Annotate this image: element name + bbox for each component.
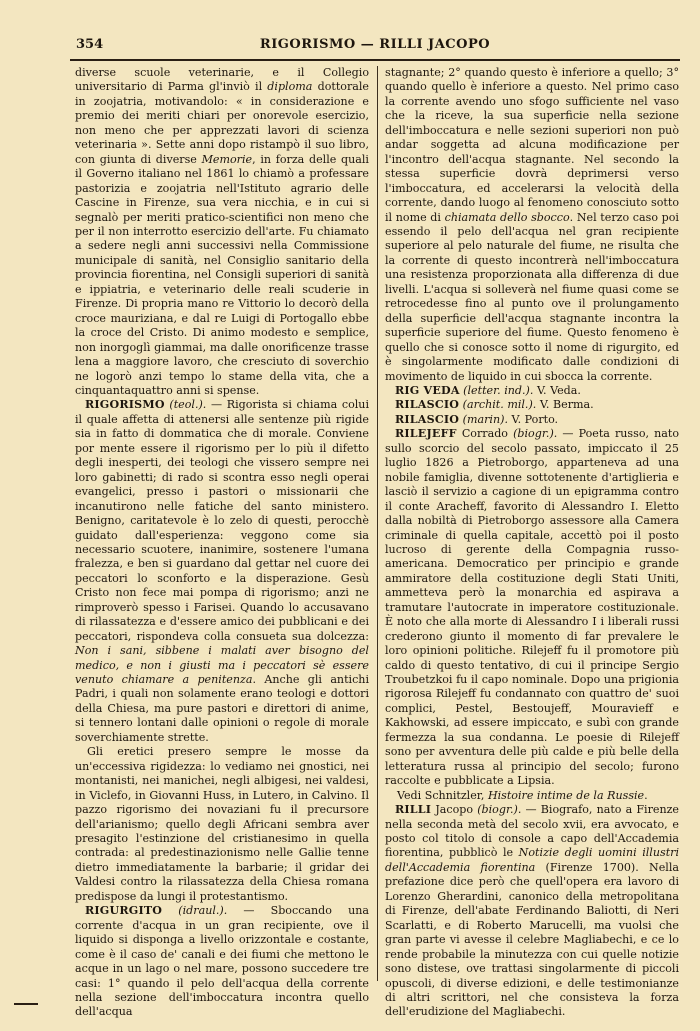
entry-text: — Rigorista si chiama colui il quale affetta di attenersi alle sentenze più rigide sia in fatto di dommatica che di morale. Conviene por mente essere il rigorismo per lo più il difetto degli inesperti, dei teologi che vissero sempre nei loro gabinetti; di rado si scontra esso negli operai evangelici, presso i pastori o missionarii che incanutirono nelle fatiche del santo ministero. Benigno, caritatevole è lo zelo di questi, perocchè guidato dall'esperienza: veggono come sia necessario scuotere, inanimire, sostenere l'umana fralezza, e ben si guardano dal gettar nel cuore dei peccatori lo sconforto e la disperazione. Gesù Cristo non fece mai pompa di rigorismo; anzi ne rimproverò spesso i Farisei. Quando lo accusavano di rilassatezza e d'essere amico dei pubblicani e dei peccatori, rispondeva colla consueta sua dolcezza: [75, 398, 369, 643]
left-column [75, 66, 369, 1020]
entry-headword: RIGURGITO [85, 904, 163, 918]
text-run: dottorale in zoojatria, motivandolo: « in considerazione e premio dei meriti chiari per onorevole esercizio, non meno che per apprezzati lavori di scienza veterinaria ». Sette anni dopo ristampò il suo libro, con giunta di diverse [75, 80, 369, 166]
entry-headword: RILEJEFF [395, 427, 457, 441]
italic-text: Memorie [201, 152, 253, 166]
entry-rig-veda [385, 384, 679, 398]
entry-name: Corrado [456, 427, 514, 441]
entry-headword: RILASCIO [395, 398, 460, 412]
text-run: diverse scuole veterinarie, e il Collegio universitario di Parma gl'inviò il [75, 66, 369, 94]
entry-rigorismo [75, 398, 369, 745]
entry-headword: RIGORISMO [85, 398, 165, 412]
entry-rilli [385, 803, 679, 1020]
entry-name: Jacopo [431, 803, 478, 817]
text-run: . [644, 788, 648, 802]
paragraph-continued [75, 66, 369, 398]
entry-tag: (letter. ind.). [463, 383, 534, 397]
entry-text: — Sboccando una corrente d'acqua in un gran recipiente, ove il liquido si disponga a livello orizzontale e costante, come è il caso de' canali e dei fiumi che mettono le acque in un lago o nel mare, possono succedere tre casi: 1° quando il pelo dell'acqua della corrente nella sezione dell'imboccatura incontra quello dell'acqua [75, 904, 369, 1019]
entry-headword: RILLI [395, 803, 432, 817]
entry-reference [385, 789, 679, 803]
entry-text: (Firenze 1700). Nella prefazione dice però che quell'opera era lavoro di Lorenzo Gherardini, canonico della metropolitana di Firenze, dell'abate Ferdinando Baliotti, di Neri Scarlatti, e di Roberto Marucelli, ma vuolsi che gran parte vi avesse il celebre Magliabechi, e ce lo rende probabile la minutezza con cui quelle notizie sono distese, ove trattasi singolarmente di piccoli opuscoli, di diverse edizioni, e delle testimonianze di altri scrittori, nel che consisteva la forza dell'erudizione del Magliabechi. [385, 860, 679, 1019]
entry-rigurgito [75, 904, 369, 1020]
entry-paragraph: Gli eretici presero sempre le mosse da un'eccessiva rigidezza: lo vediamo nei gnostici, nei montanisti, nei manichei, negli albigesi, nei valdesi, in Viclefo, in Giovanni Huss, in Lutero, in Calvino. Il pazzo rigorismo dei novaziani fu il precursore dell'arianismo; quello degli Africani sembra aver presagito l'estinzione del cristianesimo in quella contrada: al predestinazionismo nelle Gallie tenne dietro immediatamente la barbarie; il gridar dei Valdesi contro la rilassatezza della Chiesa romana predispose da lungi il protestantismo. [75, 745, 369, 903]
text-run: , in forza delle quali il Governo italiano nel 1861 lo chiamò a professare pastorizia e zoojatria nell'Istituto agrario delle Cascine in Firenze, sua vera nicchia, e in cui si segnalò per meriti pratico-scientifici non meno che per il non interrotto esercizio dell'arte. Fu chiamato a sedere negli anni successivi nella Commissione municipale di sanità, nel Consiglio sanitario della provincia fiorentina, nel Consigli superiori di sanità e ippiatria, e veterinario delle reali scuderie in Firenze. Di propria mano re Vittorio lo decorò della croce mauriziana, e dal re Luigi di Portogallo ebbe la croce del Cristo. Di animo modesto e semplice, non inorgoglì giammai, ma dalle onorificenze trasse lena a maggiore lavoro, che cresciuto di soverchio ne logorò anzi tempo lo stame della vita, che a cinquantaquattro anni si spense. [75, 152, 369, 397]
entry-tag: (biogr.). [513, 427, 558, 441]
entry-headword: RILASCIO [395, 412, 460, 426]
cross-reference: V. Berma. [536, 398, 594, 412]
paragraph-continued [385, 66, 679, 384]
margin-mark [14, 1003, 38, 1005]
entry-tag: (marin). [462, 412, 508, 426]
italic-text: chiamata dello sbocco [444, 210, 570, 224]
entry-tag: (teol.). [169, 398, 207, 412]
entry-tag: (biogr.). [477, 803, 522, 817]
running-title: RIGORISMO — RILLI JACOPO [259, 37, 491, 52]
italic-title: Notizie degli uomini illustri dell'Accademia fiorentina [385, 846, 679, 874]
column-divider [377, 66, 378, 981]
right-column [385, 66, 679, 1020]
header-rule [70, 59, 680, 61]
entry-rilascio-archit [385, 398, 679, 412]
entry-text: . Anche gli antichi Padri, i quali non solamente erano teologi e dottori della Chiesa, ma pure pastori e direttori di anime, si tennero lontani dalle opinioni o regole di morale soverchiamente strette. [75, 673, 369, 744]
page-number: 354 [76, 37, 104, 52]
entry-rilejeff [385, 427, 679, 788]
page-header [70, 33, 680, 59]
entry-tag: (idraul.). [178, 904, 228, 918]
cross-reference: V. Veda. [533, 383, 581, 397]
text-run: stagnante; 2° quando questo è inferiore a quello; 3° quando quello è inferiore a questo. Nel primo caso la corrente avendo uno sfogo sufficiente nel vaso che la riceve, la sua superficie nella sezione dell'imboccatura e nelle sezioni superiori non può andar soggetta ad alcuna modificazione per l'incontro dell'acqua stagnante. Nel secondo la stessa superficie dovrà deprimersi verso l'imboccatura, ed accelerarsi la velocità della corrente, dando luogo al fenomeno conosciuto sotto il nome di [385, 66, 679, 224]
text-run: . Nel terzo caso poi essendo il pelo dell'acqua nel gran recipiente superiore al pelo naturale del fiume, ne risulta che la corrente di questo incontrerà nell'imboccatura una resistenza proporzionata alla differenza di due livelli. L'acqua si solleverà nel fiume quasi come se retrocedesse fino al punto ove il prolungamento della superficie dell'acqua stagnante incontra la superficie superiore del fiume. Questo fenomeno è quello che si conosce sotto il nome di rigurgito, ed è singolarmente modificato dalle condizioni di movimento de liquido in cui sbocca la corrente. [385, 210, 679, 383]
entry-text: — Poeta russo, nato sullo scorcio del secolo passato, impiccato il 25 luglio 1826 a Pietroborgo, apparteneva ad una nobile famiglia, divenne sottotenente d'artiglieria e lasciò il servizio a cagione di un epigramma contro il conte Aracheff, favorito di Alessandro I. Eletto dalla nobiltà di Pietroborgo assessore alla Camera criminale di quella capitale, accettò poi il posto lucroso di gerente della Compagnia russo-americana. Democratico per principio e grande ammiratore della costituzione degli Stati Uniti, ammetteva però la monarchia ed aspirava a tramutare l'autocrate in imperatore costituzionale. È noto che alla morte di Alessandro I i liberali russi crederono giunto il momento di far prevalere le loro opinioni politiche. Rilejeff fu il promotore più caldo di questo tentativo, di cui il principe Sergio Troubetzkoi fu il capo nominale. Dopo una prigionia rigorosa Rilejeff fu condannato con quattro de' suoi complici, Pestel, Bestoujeff, Mouravieff e Kakhowski, ad essere impiccato, e subì con grande fermezza la sua condanna. Le poesie di Rilejeff sono per avventura delle più calde e più belle della letteratura russa al principio del secolo; furono raccolte e pubblicate a Lipsia. [385, 427, 679, 788]
italic-quote: Non i sani, sibbene i malati aver bisogno del medico, e non i giusti ma i peccatori sè essere venuto chiamare a penitenza [75, 644, 369, 687]
italic-text: Histoire intime de la Russie [487, 788, 645, 802]
entry-text: — Biografo, nato a Firenze nella seconda metà del secolo xvii, era avvocato, e posto col titolo di console a capo dell'Accademia fiorentina, pubblicò le [385, 803, 679, 860]
cross-reference: V. Porto. [507, 412, 559, 426]
text-run: Vedi Schnitzler, [397, 788, 488, 802]
entry-tag: (archit. mil.). [462, 398, 537, 412]
italic-text: diploma [267, 80, 313, 94]
entry-headword: RIG VEDA [395, 383, 460, 397]
entry-rilascio-marin [385, 413, 679, 427]
